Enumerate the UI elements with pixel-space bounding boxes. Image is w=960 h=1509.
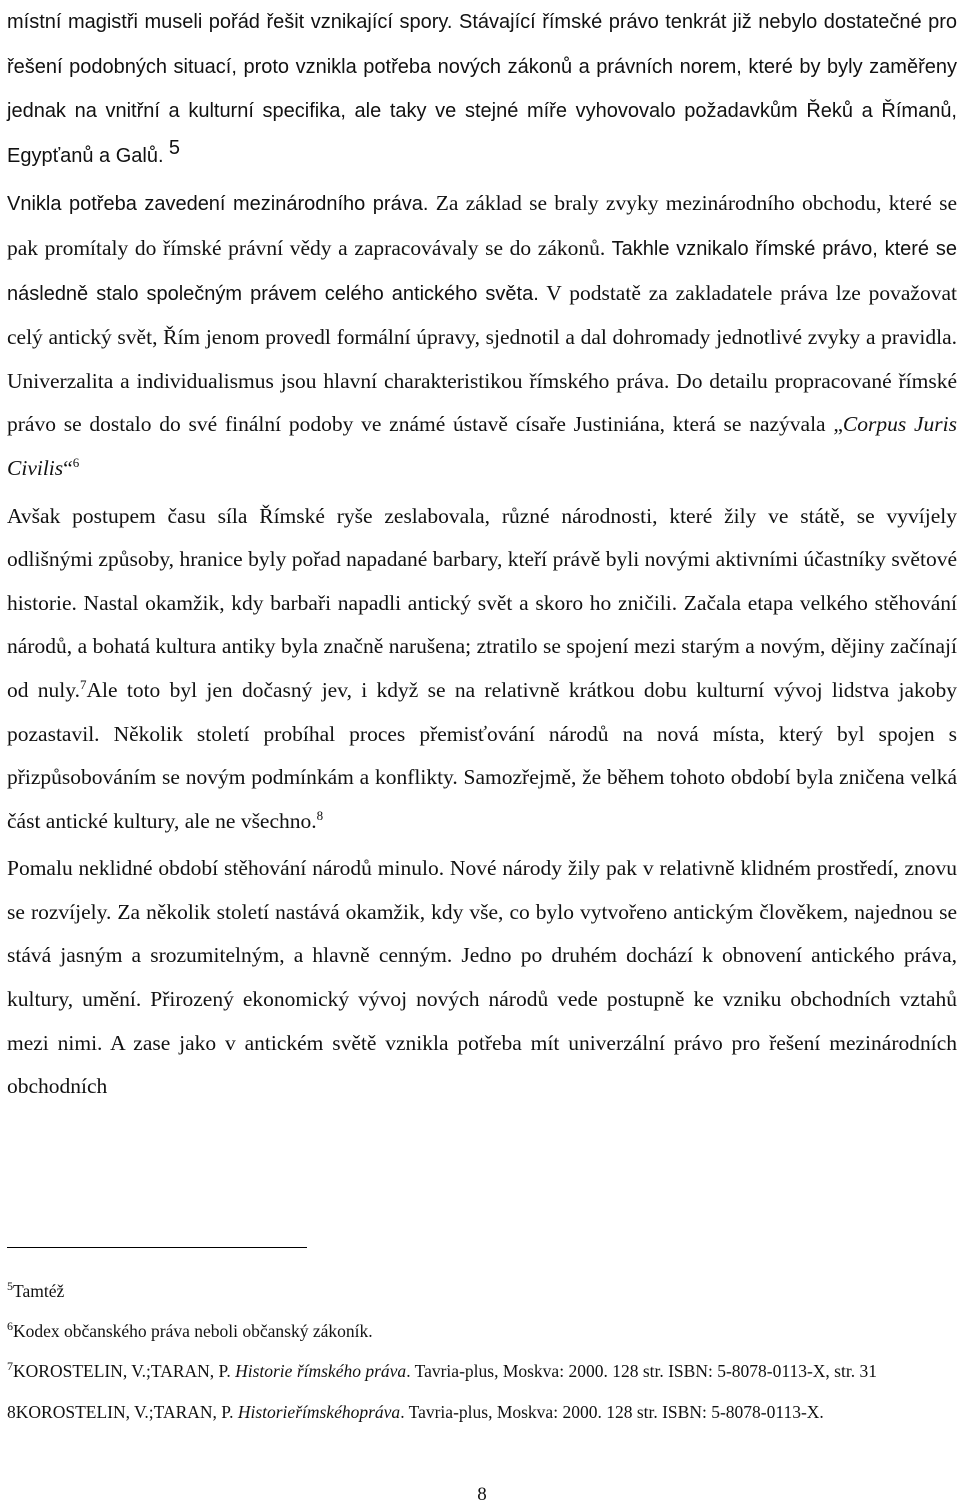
- paragraph-3: [7, 495, 957, 844]
- footnote-number: 8: [7, 1402, 16, 1422]
- text-run: Ale toto byl jen dočasný jev, i když se na relativně krátkou dobu kulturní vývoj lidstva jakoby pozastavil. Několik století probíhal proces přemisťování národů na nová místa, který byl spojen s přizpůsobováním se novým podmínkám a konflikty. Samozřejmě, že během tohoto období byla zničena velká část antické kultury, ale ne všechno.: [7, 677, 958, 833]
- footnote-text: KOROSTELIN, V.;TARAN, P.: [13, 1361, 236, 1381]
- footnote-6: [7, 1320, 957, 1342]
- text-run: V podstatě za zakladatele práva lze považovat celý antický svět, Řím jenom provedl formální úpravy, sjednotil a dal dohromady jednotlivé zvyky a pravidla. Univerzalita a individualismus jsou hlavní charakteristikou římského práva. Do detailu propracované římské právo se dostalo do své finální podoby ve známé ústavě císaře Justiniána, která se nazývala: [7, 280, 957, 437]
- footnote-separator: [7, 1247, 307, 1248]
- footnote-text: KOROSTELIN, V.;TARAN, P.: [15, 1402, 238, 1422]
- footnote-ref-5[interactable]: 5: [168, 136, 180, 159]
- footnote-number: 6: [7, 1319, 13, 1334]
- footnote-text: . Tavria-plus, Moskva: 2000. 128 str. ISBN: 5-8078-0113-X.: [400, 1402, 824, 1422]
- footnote-ref-7[interactable]: 7: [80, 676, 87, 692]
- footnote-number: 5: [7, 1279, 13, 1294]
- body-text: [7, 0, 957, 1109]
- text-run: Takhle vznikalo římské právo, které se následně stalo společným právem celého antického světa.: [7, 237, 957, 305]
- footnote-title: Historieřímskéhopráva: [237, 1402, 401, 1422]
- document-page: [7, 0, 957, 1509]
- footnote-ref-6[interactable]: 6: [72, 454, 80, 470]
- text-run: Avšak postupem času síla Římské ryše zeslabovala, různé národnosti, které žily ve státě, se vyvíjely odlišnými způsoby, hranice byly pořad napadané barbary, kteří právě byli novými aktivními účastníky světové historie. Nastal okamžik, kdy barbaři napadli antický svět a skoro ho zničili. Začala etapa velkého stěhování národů, a bohatá kultura antiky byla značně narušena; ztratilo se spojení mezi starým a novým, dějiny začínají od nuly.: [7, 503, 957, 702]
- paragraph-4: [7, 847, 957, 1109]
- text-run: Pomalu neklidné období stěhování národů minulo. Nové národy žily pak v relativně klidném prostředí, znovu se rozvíjely. Za několik století nastává okamžik, kdy vše, co bylo vytvořeno antickým člověkem, najednou se stává jasným a srozumitelným, a hlavně cenným. Jedno po druhém dochází k obnovení antického práva, kultury, umění. Přirozený ekonomický vývoj nových národů vede postupně ke vzniku obchodních vztahů mezi nimi. A zase jako v antickém světě vznikla potřeba mít univerzální právo pro řešení mezinárodních obchodních: [7, 856, 957, 1099]
- paragraph-1: [7, 0, 957, 178]
- footnote-5: [7, 1280, 957, 1302]
- footnote-7: [7, 1360, 957, 1382]
- page-number: 8: [477, 1484, 487, 1505]
- quote-open: „: [833, 412, 843, 437]
- footnote-text: Kodex občanského práva neboli občanský zákoník.: [13, 1321, 373, 1341]
- footnote-text: . Tavria-plus, Moskva: 2000. 128 str. ISBN: 5-8078-0113-X, str. 31: [406, 1361, 877, 1381]
- footnote-text: Tamtéž: [13, 1281, 65, 1301]
- text-run: Stávající římské právo tenkrát již nebylo dostatečné pro řešení podobných situací, proto vznikla potřeba nových zákonů a právních norem, které by byly zaměřeny jednak na vnitřní a kulturní specifika, ale taky ve stejné míře vyhovovalo požadavkům Řeků a Římanů, Egypťanů a Galů.: [7, 11, 957, 167]
- footnote-title: Historie římského práva: [235, 1361, 407, 1381]
- quote-close: “: [63, 455, 73, 480]
- text-run: místní magistři museli pořád řešit vznikající spory.: [7, 11, 459, 33]
- footnote-ref-8[interactable]: 8: [316, 807, 324, 823]
- footnotes: [7, 1280, 957, 1441]
- text-run: Za základ se braly zvyky mezinárodního obchodu, které se pak promítaly do římské právní vědy a zapracovávaly se do zákonů.: [7, 191, 957, 260]
- paragraph-2: [7, 182, 957, 490]
- corpus-title: Corpus Juris Civilis: [7, 412, 957, 480]
- footnote-8: [7, 1401, 957, 1423]
- text-run: Vnikla potřeba zavedení mezinárodního práva.: [7, 193, 429, 216]
- footnote-number: 7: [7, 1359, 13, 1374]
